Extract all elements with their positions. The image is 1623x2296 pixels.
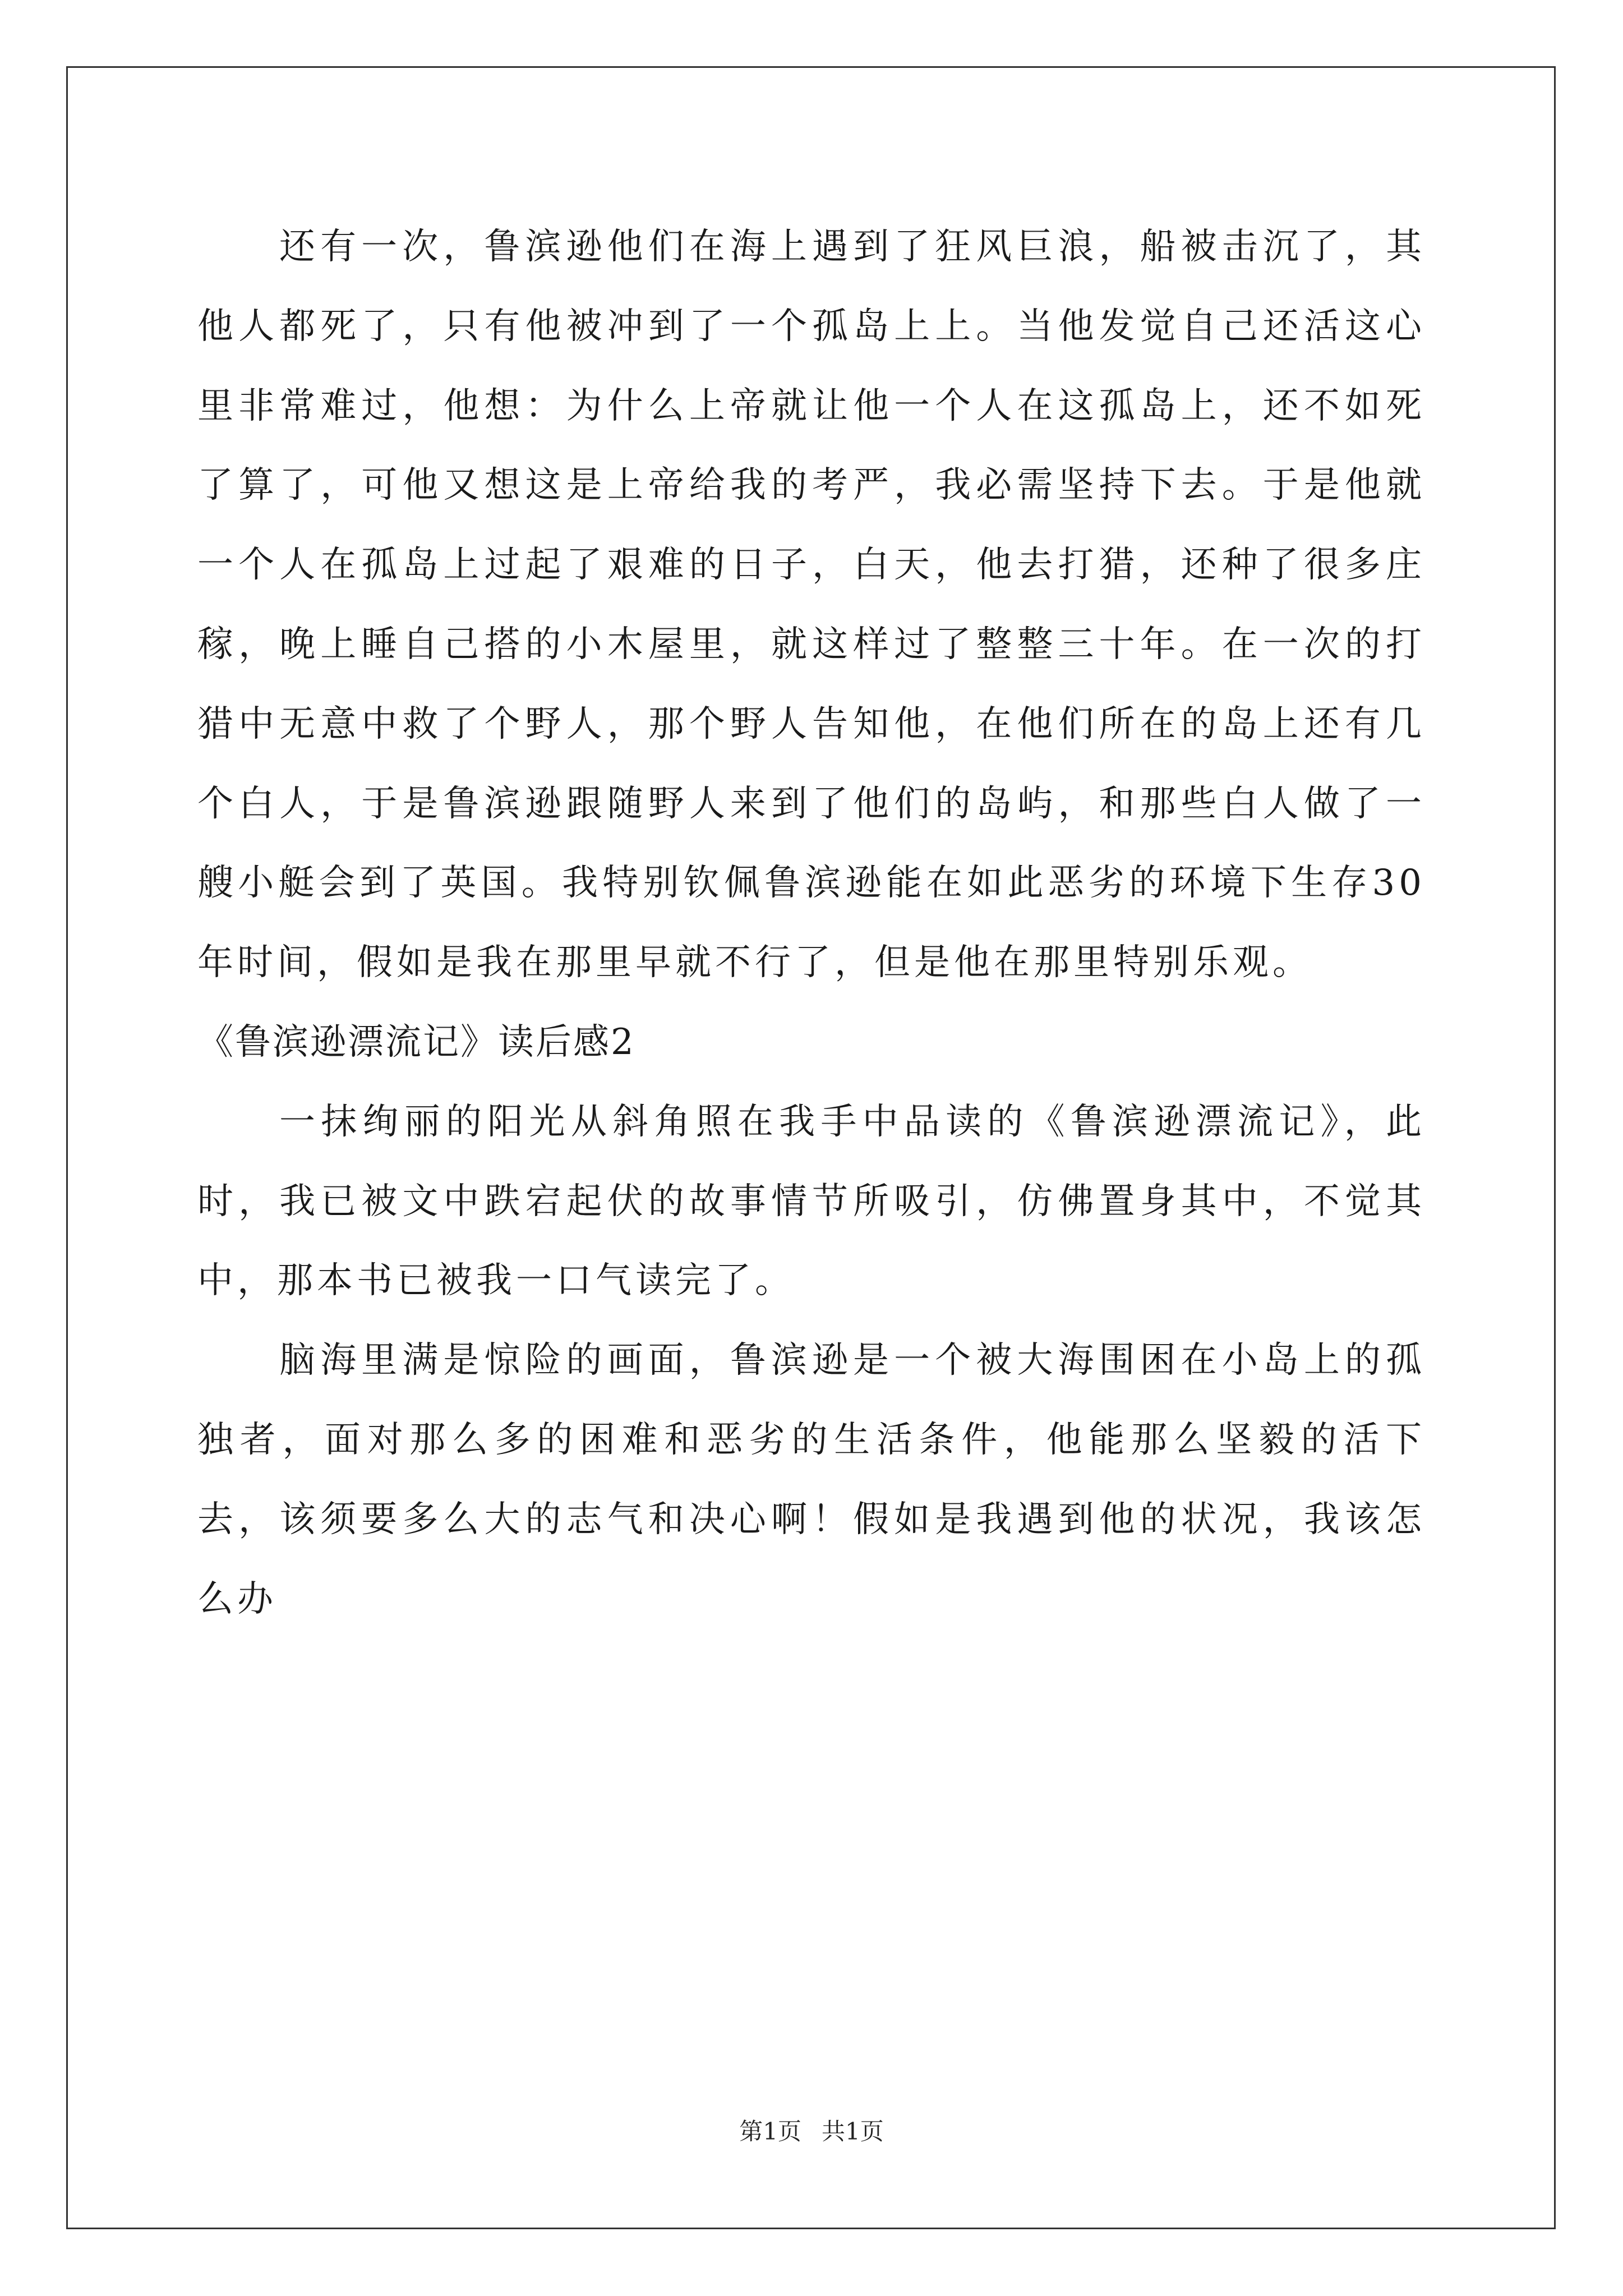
page-footer — [0, 2115, 1623, 2148]
page-number: 第1页 — [739, 2118, 801, 2145]
paragraph-robinson-island: 还有一次，鲁滨逊他们在海上遇到了狂风巨浪，船被击沉了，其他人都死了，只有他被冲到了一个孤岛上上。当他发觉自己还活这心里非常难过，他想：为什么上帝就让他一个人在这孤岛上，还不如死了算了，可他又想这是上帝给我的考严，我必需坚持下去。于是他就一个人在孤岛上过起了艰难的日子，白天，他去打猎，还种了很多庄稼，晚上睡自己搭的小木屋里，就这样过了整整三十年。在一次的打猎中无意中救了个野人，那个野人告知他，在他们所在的岛上还有几个白人，于是鲁滨逊跟随野人来到了他们的岛屿，和那些白人做了一艘小艇会到了英国。我特别钦佩鲁滨逊能在如此恶劣的环境下生存30年时间，假如是我在那里早就不行了，但是他在那里特别乐观。 — [197, 226, 1426, 984]
paragraph-sunlight-reading: 一抹绚丽的阳光从斜角照在我手中品读的《鲁滨逊漂流记》，此时，我已被文中跌宕起伏的故事情节所吸引，仿佛置身其中，不觉其中，那本书已被我一口气读完了。 — [197, 1101, 1426, 1302]
section-heading: 《鲁滨逊漂流记》读后感2 — [197, 1021, 635, 1063]
document-body — [197, 208, 1426, 1639]
paragraph-thrilling-scenes: 脑海里满是惊险的画面，鲁滨逊是一个被大海围困在小岛上的孤独者，面对那么多的困难和恶劣的生活条件，他能那么坚毅的活下去，该须要多么大的志气和决心啊！假如是我遇到他的状况，我该怎么办 — [197, 1340, 1426, 1620]
page-total: 共1页 — [822, 2118, 884, 2145]
